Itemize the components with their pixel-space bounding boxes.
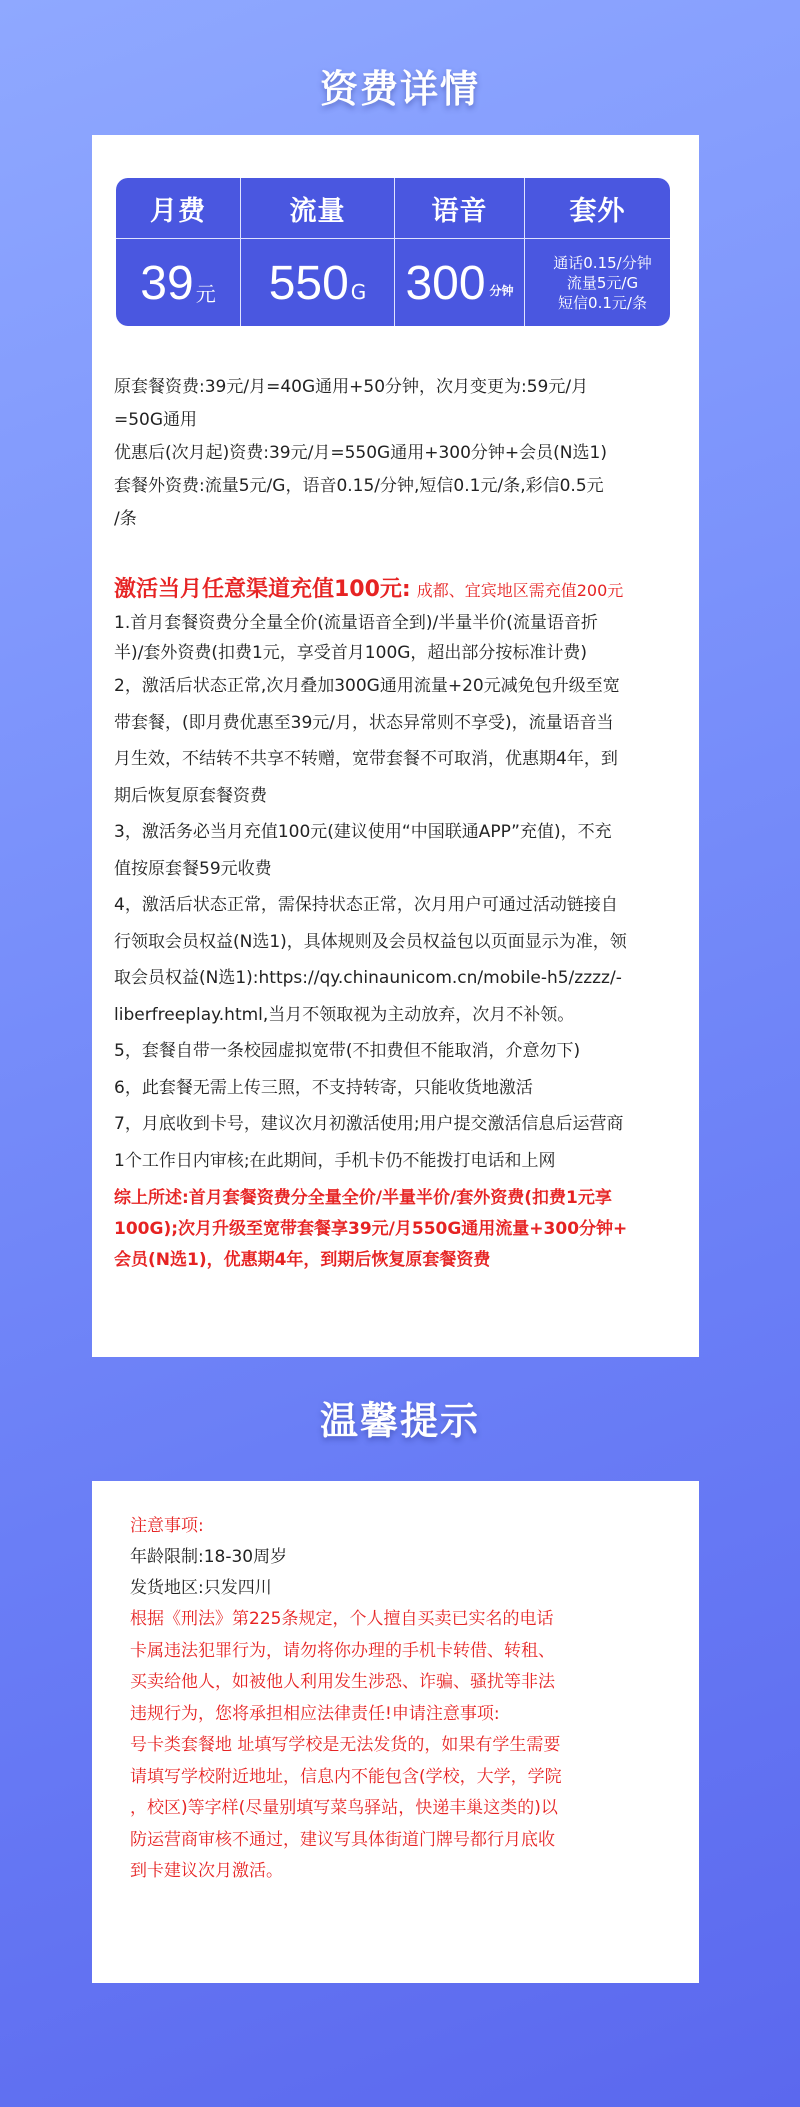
extra-call-rate: 通话0.15/分钟 bbox=[553, 254, 652, 272]
rule-line: 取会员权益(N选1):https://qy.chinaunicom.cn/mobile-h5/zzzz/- bbox=[114, 968, 622, 988]
extra-sms-rate: 短信0.1元/条 bbox=[558, 294, 647, 312]
monthly-fee-unit: 元 bbox=[195, 281, 216, 306]
data-unit: G bbox=[350, 280, 367, 304]
rule-line: 1.首月套餐资费分全量全价(流量语音全到)/半量半价(流量语音折 bbox=[114, 613, 598, 633]
header-voice: 语音 bbox=[395, 178, 525, 238]
section-title-tips: 温馨提示 bbox=[319, 1399, 480, 1443]
extra-data-rate: 流量5元/G bbox=[566, 274, 639, 292]
header-extra: 套外 bbox=[569, 195, 626, 227]
notice-label: 注意事项: bbox=[130, 1516, 204, 1536]
warning-line: 到卡建议次月激活。 bbox=[130, 1861, 283, 1881]
rule-line: 期后恢复原套餐资费 bbox=[114, 785, 267, 806]
age-limit: 年龄限制:18-30周岁 bbox=[130, 1547, 288, 1567]
header-monthly-fee: 月费 bbox=[116, 178, 241, 238]
warning-line: 买卖给他人，如被他人利用发生涉恐、诈骗、骚扰等非法 bbox=[130, 1672, 555, 1692]
activation-rules bbox=[114, 608, 679, 1179]
warning-line: ，校区)等字样(尽量别填写菜鸟驿站，快递丰巢这类的)以 bbox=[130, 1798, 558, 1818]
warning-line: 违规行为，您将承担相应法律责任!申请注意事项: bbox=[130, 1703, 500, 1724]
section-title-fee-details: 资费详情 bbox=[319, 67, 480, 111]
base-info-line: =50G通用 bbox=[114, 410, 198, 430]
tips-card bbox=[92, 1481, 699, 1983]
plan-table-values bbox=[116, 238, 670, 326]
notice-block bbox=[130, 1510, 670, 1888]
rule-line: 值按原套餐59元收费 bbox=[114, 858, 272, 879]
rule-line: 6，此套餐无需上传三照，不支持转寄，只能收货地激活 bbox=[114, 1077, 533, 1098]
rule-line: liberfreeplay.html,当月不领取视为主动放弃，次月不补领。 bbox=[114, 1004, 575, 1025]
plan-table-header bbox=[116, 178, 670, 238]
summary-line: 会员(N选1)，优惠期4年，到期后恢复原套餐资费 bbox=[114, 1250, 491, 1270]
data-cell bbox=[241, 239, 395, 326]
warning-line: 防运营商审核不通过，建议写具体街道门牌号都行月底收 bbox=[130, 1829, 555, 1850]
voice-cell bbox=[395, 239, 525, 326]
rule-line: 半)/套外资费(扣费1元，享受首月100G，超出部分按标准计费) bbox=[114, 643, 588, 663]
plan-summary-table bbox=[116, 178, 670, 326]
activation-headline-note: 成都、宜宾地区需充值200元 bbox=[416, 581, 624, 600]
rule-line: 7，月底收到卡号，建议次月初激活使用;用户提交激活信息后运营商 bbox=[114, 1114, 624, 1134]
monthly-fee-value: 39 bbox=[140, 256, 194, 310]
base-info-line: 优惠后(次月起)资费:39元/月=550G通用+300分钟+会员(N选1) bbox=[114, 443, 607, 463]
rule-line: 3，激活务必当月充值100元(建议使用“中国联通APP”充值)，不充 bbox=[114, 822, 612, 842]
monthly-fee-cell bbox=[116, 239, 241, 326]
data-value: 550 bbox=[268, 256, 349, 310]
summary-line: 100G);次月升级至宽带套餐享39元/月550G通用流量+300分钟+ bbox=[114, 1219, 628, 1239]
fee-details-card bbox=[92, 135, 699, 1357]
rule-line: 1个工作日内审核;在此期间，手机卡仍不能拨打电话和上网 bbox=[114, 1150, 556, 1171]
extra-charges-cell bbox=[525, 239, 670, 326]
rule-line: 2，激活后状态正常,次月叠加300G通用流量+20元减免包升级至宽 bbox=[114, 676, 620, 696]
warning-line: 号卡类套餐地 址填写学校是无法发货的，如果有学生需要 bbox=[130, 1735, 561, 1755]
activation-summary bbox=[114, 1183, 679, 1276]
warning-line: 请填写学校附近地址，信息内不能包含(学校，大学，学院 bbox=[130, 1766, 562, 1787]
activation-section bbox=[114, 575, 679, 1276]
voice-unit: 分钟 bbox=[489, 283, 514, 298]
rule-line: 月生效，不结转不共享不转赠，宽带套餐不可取消，优惠期4年，到 bbox=[114, 749, 618, 769]
header-data: 流量 bbox=[241, 178, 395, 238]
base-info-line: 套餐外资费:流量5元/G，语音0.15/分钟,短信0.1元/条,彩信0.5元 bbox=[114, 476, 604, 496]
rule-line: 带套餐，(即月费优惠至39元/月，状态异常则不享受)，流量语音当 bbox=[114, 712, 614, 733]
warning-line: 根据《刑法》第225条规定，个人擅自买卖已实名的电话 bbox=[130, 1609, 554, 1629]
shipping-region: 发货地区:只发四川 bbox=[130, 1578, 272, 1598]
activation-headline bbox=[114, 575, 679, 606]
warning-line: 卡属违法犯罪行为，请勿将你办理的手机卡转借、转租、 bbox=[130, 1640, 555, 1661]
activation-headline-text: 激活当月任意渠道充值100元: bbox=[114, 577, 411, 602]
base-fee-info bbox=[114, 371, 679, 536]
rule-line: 4，激活后状态正常，需保持状态正常，次月用户可通过活动链接自 bbox=[114, 895, 618, 915]
summary-line: 综上所述:首月套餐资费分全量全价/半量半价/套外资费(扣费1元享 bbox=[114, 1188, 612, 1208]
base-info-line: 原套餐资费:39元/月=40G通用+50分钟，次月变更为:59元/月 bbox=[114, 377, 589, 397]
voice-value: 300 bbox=[405, 256, 486, 310]
rule-line: 5，套餐自带一条校园虚拟宽带(不扣费但不能取消，介意勿下) bbox=[114, 1041, 581, 1061]
base-info-line: /条 bbox=[114, 509, 137, 529]
rule-line: 行领取会员权益(N选1)，具体规则及会员权益包以页面显示为准，领 bbox=[114, 931, 627, 952]
